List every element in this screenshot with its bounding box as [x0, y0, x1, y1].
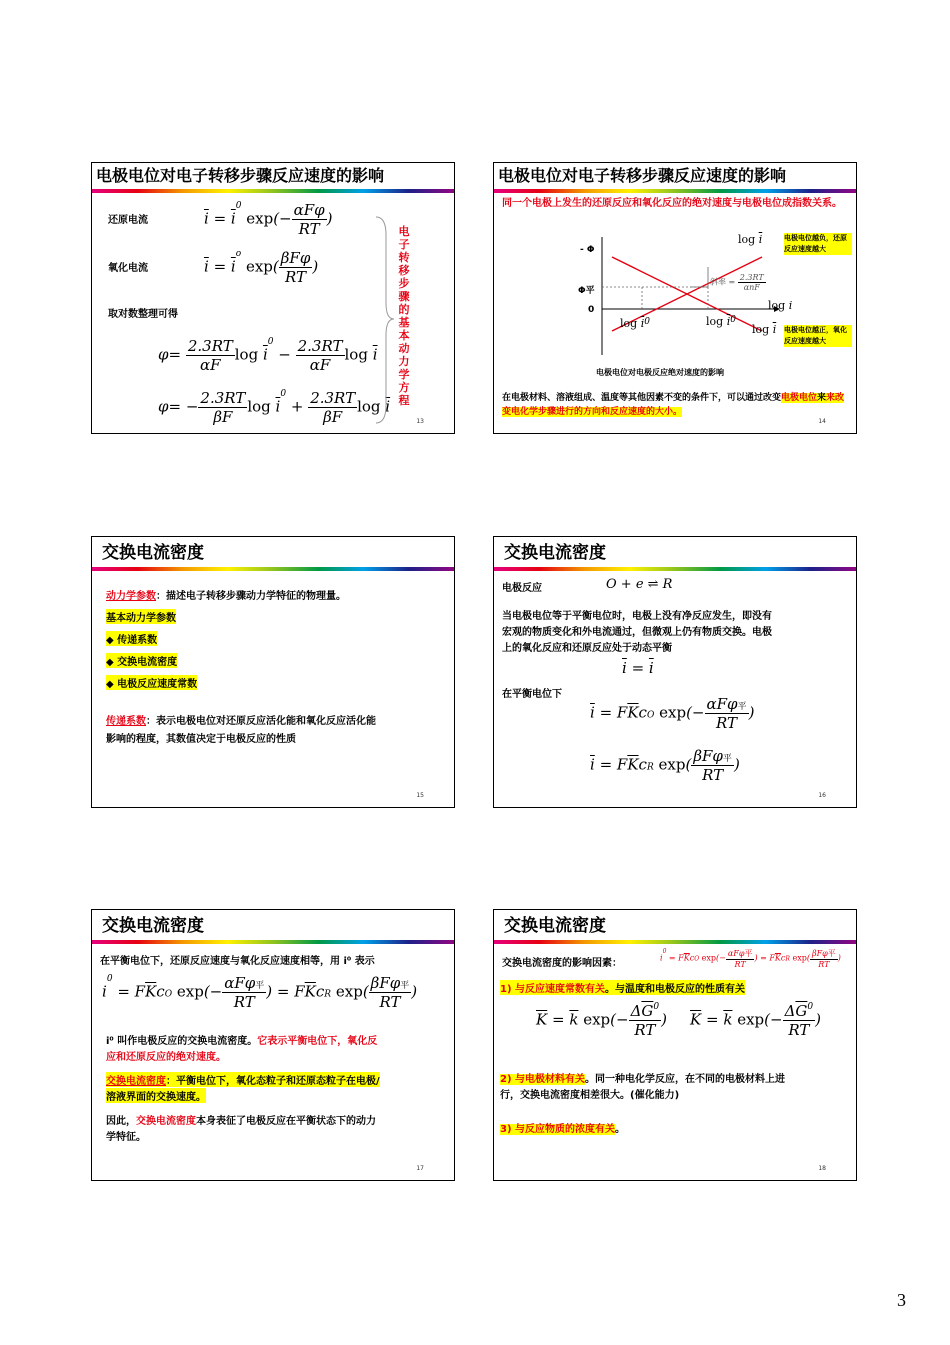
page-number: 16: [818, 792, 826, 799]
eq-oxidation-eq: $\overline{i} = F\overline{K}cR$ exp( $\frac{\text{βFφ平}}{RT}$ ): [590, 747, 740, 784]
line-2: [106, 1032, 377, 1047]
factor-3: [500, 1120, 625, 1135]
document-page-number: 3: [897, 1290, 906, 1310]
label-log-i0-a: $\log \overline{i}^0$: [620, 317, 650, 330]
factor-1: [500, 980, 745, 995]
note-top: 电极电位越负，还原反应速度越大: [784, 233, 852, 255]
bullet-2: ◆ 交换电流密度: [106, 653, 177, 668]
line-4a: 交换电流密度: [106, 1076, 166, 1087]
basic-params: 基本动力学参数: [106, 609, 176, 624]
factor-2b: 。同一种电化学反应，在不同的电极材料上进: [585, 1074, 786, 1085]
para-2: 宏观的物质变化和外电流通过，但微观上仍有物质交换。电极: [502, 627, 772, 638]
factor-2a: 2) 与电极材料有关: [500, 1074, 586, 1085]
line-6c: 本身表征了电极反应在平衡状态下的动力: [196, 1116, 376, 1127]
factor-2-line2: 行，交换电流密度相差很大。(催化能力): [500, 1090, 680, 1101]
rxn-equation: O + e ⇌ R: [606, 577, 673, 592]
slide-13: [91, 162, 455, 434]
factor-1b: 。与温度和电极反应的性质有关: [605, 984, 746, 995]
page-number: 14: [818, 418, 826, 425]
eq-rate-const-1: $\overline{K} = \overline{k}$ exp(− $\frac{\Delta\overline{G}^0}{RT}$ ): [536, 1002, 667, 1039]
y-label-phi-ping: Φ平: [578, 286, 595, 296]
slide-17: [91, 909, 455, 1181]
rainbow-bar: [494, 567, 856, 571]
line-1: 在平衡电位下，还原反应速度与氧化反应速度相等，用 i⁰ 表示: [100, 956, 375, 967]
page-number: 18: [818, 1165, 826, 1172]
page-number: 17: [416, 1165, 424, 1172]
slide-title: 交换电流密度: [102, 916, 204, 936]
eq-oxidation: $\overline{i} = \overline{i}^o$ exp( $\frac{\text{βFφ}}{RT}$ ): [204, 249, 319, 286]
transfer-coef-desc: ：表示电极电位对还原反应活化能和氧化反应活化能: [146, 716, 376, 727]
bullet-3: ◆ 电极反应速度常数: [106, 675, 197, 690]
label-log: 取对数整理可得: [108, 309, 178, 320]
eq-log-2: φ= − $\frac{2.3RT}{\beta F}$ $\log \overline{i}^0$ + $\frac{2.3RT}{\beta F}$ $\log \overline{i}$: [158, 389, 391, 426]
label-log-i-top: $\log \overline{i}$: [738, 233, 763, 246]
para-1: 当电极电位等于平衡电位时，电极上没有净反应发生，即没有: [502, 611, 772, 622]
line-6: [106, 1112, 376, 1127]
line-6b: 交换电流密度: [136, 1116, 196, 1127]
transfer-coef: [106, 712, 376, 727]
eq-reduction-eq: $\overline{i} = F\overline{K}cO$ exp(− $\frac{\text{αFφ平}}{RT}$ ): [590, 695, 755, 732]
label-log-i-axis: log i: [768, 299, 793, 312]
factor-3b: 。: [615, 1124, 626, 1135]
note-bottom: 电极电位越正，氧化反应速度越大: [784, 325, 852, 347]
line-6a: 因此，: [106, 1116, 136, 1127]
kinetic-params-desc: ：描述电子转移步骤动力学特征的物理量。: [156, 591, 346, 602]
slope-text: 斜率 =: [710, 277, 736, 287]
kinetic-params-term: 动力学参数: [106, 591, 156, 602]
factor-3a: 3) 与反应物质的浓度有关: [500, 1124, 616, 1135]
conclusion-a: 在电极材料、溶液组成、温度等其他因素不变的条件下，可以通过改变: [502, 393, 782, 403]
line-5: 溶液界面的交换速度。: [106, 1088, 206, 1103]
line-2a: i⁰ 叫作电极反应的交换电流密度。: [106, 1036, 258, 1047]
rainbow-bar: [494, 940, 856, 944]
slope-label: 斜率 = $\frac{2.3RT}{\text{αnF}}$: [710, 273, 764, 292]
eq-rate-const-2: $\overline{K} = \overline{k}$ exp(− $\frac{\Delta\overline{G}^0}{RT}$ ): [690, 1002, 821, 1039]
transfer-coef-term: 传递系数: [106, 716, 146, 727]
eq-exchange: $i^0 = F\overline{K}cO$ exp(− $\frac{\text{αFφ平}}{RT}$ ) = $F\overline{K}cR$ exp( $\frac{\text{βFφ平}}{RT}$ ): [102, 974, 418, 1011]
rainbow-bar: [494, 189, 856, 193]
eq-log-1: φ= $\frac{2.3RT}{\alpha F}$ $\log \overline{i}^0$ − $\frac{2.3RT}{\alpha F}$ $\log \overline{i}$: [158, 337, 378, 374]
slide-title: 电极电位对电子转移步骤反应速度的影响: [96, 166, 385, 185]
y-label-zero: 0: [588, 305, 595, 315]
line-4: [106, 1072, 380, 1087]
rainbow-bar: [92, 940, 454, 944]
eq-balance: $\overline{i} = \overline{i}$: [622, 659, 654, 677]
slide-title: 交换电流密度: [102, 543, 204, 563]
bullet-1: ◆ 传递系数: [106, 631, 157, 646]
slide-14: [493, 162, 857, 434]
para-3: 上的氧化反应和还原反应处于动态平衡: [502, 643, 672, 654]
eq-reduction: $\overline{i} = \overline{i}^0$ exp(− $\frac{\text{αFφ}}{RT}$ ): [204, 201, 333, 238]
conclusion-b: 电极电位: [781, 393, 818, 403]
page-number: 15: [416, 792, 424, 799]
line-3: 应和还原反应的绝对速度。: [106, 1052, 226, 1063]
page-number: 13: [416, 418, 424, 425]
para-4: 在平衡电位下: [502, 689, 562, 700]
graph-caption: 电极电位对电极反应绝对速度的影响: [596, 368, 724, 377]
label-log-i0-b: $\log \overline{i}^0$: [706, 315, 736, 328]
factors-label: 交换电流密度的影响因素：: [502, 958, 622, 969]
conclusion-c: 来改变电化学步骤进行的方向和反应速度的大小。: [502, 393, 845, 417]
y-label-neg-phi: - Φ: [580, 245, 595, 255]
eq-factors: $i^0 = F\overline{K}cO$ exp(− $\frac{\text{αFφ平}}{RT}$ ) = $F\overline{K}cR$ exp( $\frac{\text{βFφ平}}{RT}$ ): [660, 948, 841, 969]
rxn-label: 电极反应: [502, 583, 542, 594]
rainbow-bar: [92, 189, 454, 193]
label-reduction: 还原电流: [108, 215, 148, 226]
slide-title: 交换电流密度: [504, 916, 606, 936]
slide-title: 电极电位对电子转移步骤反应速度的影响: [498, 166, 787, 185]
factor-1a: 1) 与反应速度常数有关: [500, 984, 606, 995]
line-7: 学特征。: [106, 1132, 146, 1143]
intro-text: [502, 197, 850, 211]
conclusion: 在电极材料、溶液组成、温度等其他因素不变的条件下，可以通过改变电极电位来来改变电化学步骤进行的方向和反应速度的大小。: [502, 393, 845, 417]
slide-16: [493, 536, 857, 808]
label-oxidation: 氧化电流: [108, 263, 148, 274]
kinetic-params: [106, 587, 346, 602]
slide-title: 交换电流密度: [504, 543, 606, 563]
brace-icon: [374, 215, 394, 425]
label-log-i-bottom: $\log \overline{i}$: [752, 323, 777, 336]
factor-2: [500, 1070, 785, 1085]
intro-span: 同一个电极上发生的还原反应和氧化反应的绝对速度与电极电位成指数关系。: [502, 198, 842, 209]
line-4b: ：平衡电位下，氧化态粒子和还原态粒子在电极/: [166, 1076, 380, 1087]
transfer-coef-line2: 影响的程度，其数值决定于电极反应的性质: [106, 734, 296, 745]
vertical-note: 电子转移步骤的基本动力学方程: [398, 225, 410, 407]
slide-18: [493, 909, 857, 1181]
line-2b: 它表示平衡电位下，氧化反: [257, 1036, 378, 1047]
slide-15: [91, 536, 455, 808]
rainbow-bar: [92, 567, 454, 571]
